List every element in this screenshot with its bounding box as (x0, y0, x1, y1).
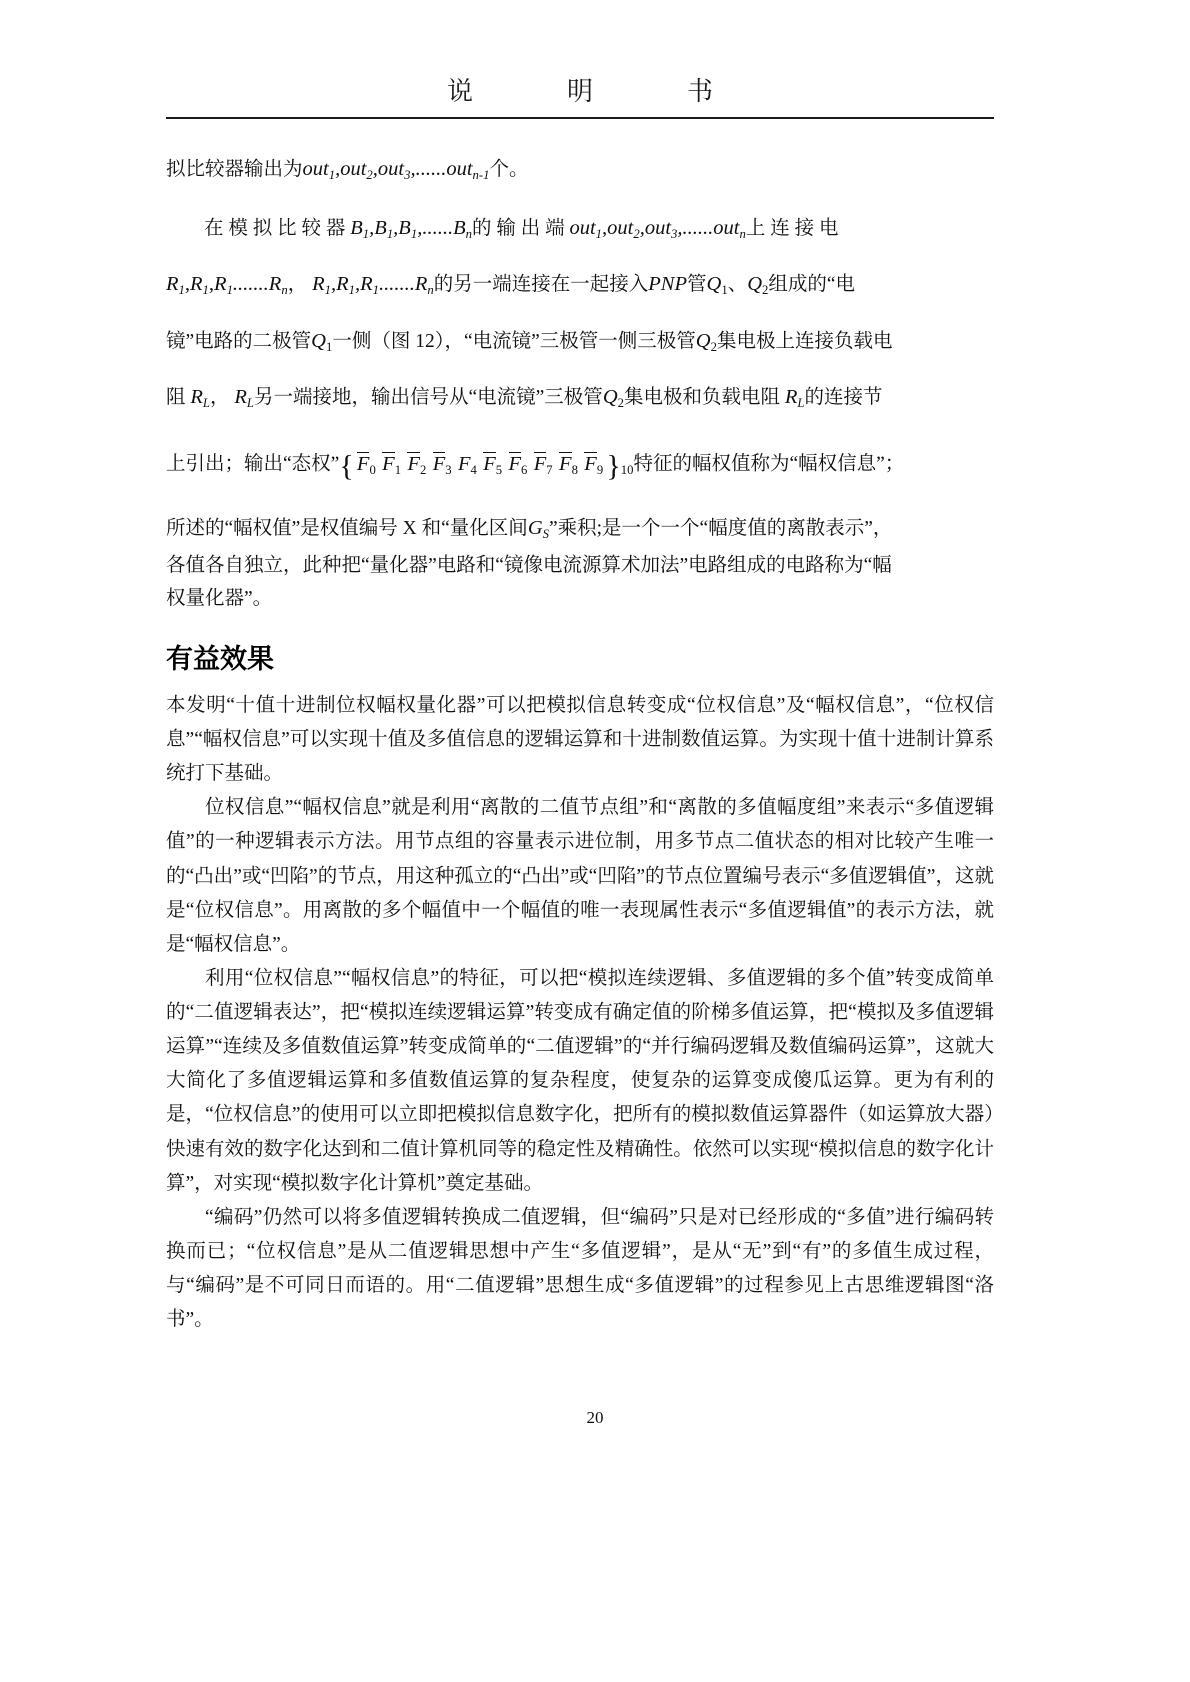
f-item-9 (584, 453, 603, 475)
math-B-sequence: $B_1,B_1,B_1,......B_n$ (350, 216, 472, 241)
math-RL-3: $R_L$ (784, 385, 805, 410)
math-Q1: $Q_1$ (706, 273, 728, 298)
f-subscript: 7 (546, 462, 553, 477)
f-item-1 (382, 453, 401, 475)
mp-text-4d: 集电极和负载电阻 (623, 386, 780, 408)
f-symbol-overlined: F (407, 452, 420, 475)
math-PNP: PNP (648, 273, 687, 296)
math-Q2: $Q_2$ (747, 273, 769, 298)
f-subscript: 5 (495, 462, 503, 477)
mp-text-6a: 所述的“幅权值”是权值编号 X 和“量化区间 (166, 517, 528, 539)
section-paragraph: “编码”仍然可以将多值逻辑转换成二值逻辑，但“编码”只是对已经形成的“多值”进行编码转换而已；“位权信息”是从二值逻辑思想中产生“多值逻辑”，是从“无”到“有”的多值生成过程，与“编码”是不可同日而语的。用“二值逻辑”思想生成“多值逻辑”的过程参见上古思维逻辑图“洛书”。 (166, 1206, 994, 1331)
f-symbol-overlined: F (382, 452, 395, 475)
math-R-sequence-2: $R_1,R_1,R_1.......R_n$ (312, 273, 434, 298)
math-paragraph-line-2 (166, 256, 994, 312)
section-heading-beneficial-effects: 有益效果 (166, 643, 274, 674)
f-symbol-overlined: F (432, 452, 446, 475)
mp-text-2e: 组成的“电 (768, 274, 856, 296)
brace-close: } (606, 449, 621, 483)
f-subscript: 1 (394, 462, 402, 477)
page-content (166, 0, 994, 1337)
f-subscript: 0 (369, 462, 376, 477)
mp-text-1b: 的 输 出 端 (471, 217, 565, 239)
math-paragraph-line-4 (166, 369, 994, 425)
mp-text-4e: 的连接节 (804, 386, 883, 408)
mp-text-3c: 集电极上连接负载电 (716, 330, 893, 352)
f-symbol: F (457, 452, 471, 475)
f-item-8 (559, 453, 578, 475)
mp-text-7: 各值各自独立，此种把“量化器”电路和“镜像电流源算术加法”电路组成的电路称为“幅 (166, 554, 892, 576)
f-item-2 (407, 453, 426, 475)
running-header (166, 0, 994, 107)
body-block (166, 153, 994, 616)
math-out-sequence: out$_1$,out$_2$,out$_3$,......out$_{n-1}$ (302, 157, 490, 182)
mp-text-8: 权量化器”。 (166, 588, 273, 610)
mp-text-6b: ”乘积;是一个一个“幅度值的离散表示”， (548, 517, 893, 539)
section-paragraph: 位权信息”“幅权信息”就是利用“离散的二值节点组”和“离散的多值幅度组”来表示“多值逻辑值”的一种逻辑表示方法。用节点组的容量表示进位制，用多节点二值状态的相对比较产生唯一的“凸出”或“凹陷”的节点，用这种孤立的“凸出”或“凹陷”的节点位置编号表示“多值逻辑值”，这就是“位权信息”。用离散的多个幅值中一个幅值的唯一表现属性表示“多值逻辑值”的表示方法，就是“幅权信息”。 (166, 797, 994, 955)
f-subscript: 9 (596, 462, 604, 477)
math-paragraph-line-3 (166, 313, 994, 369)
f-item-5 (483, 453, 502, 475)
section-paragraph: 利用“位权信息”“幅权信息”的特征，可以把“模拟连续逻辑、多值逻辑的多个值”转变成简单的“二值逻辑表达”，把“模拟连续逻辑运算”转变成有确定值的阶梯多值运算，把“模拟及多值逻辑运算”“连续及多值数值运算”转变成简单的“二值逻辑”的“并行编码逻辑及数值编码运算”，这就大大简化了多值逻辑运算和多值数值运算的复杂程度，使复杂的运算变成傻瓜运算。更为有利的是，“位权信息”的使用可以立即把模拟信息数字化，把所有的模拟数值运算器件（如运算放大器）快速有效的数字化达到和二值计算机同等的稳定性及精确性。依然可以实现“模拟信息的数字化计算”，对实现“模拟数字化计算机”奠定基础。 (166, 967, 994, 1194)
math-GS: $G_S$ (527, 516, 549, 541)
mp-text-3b: 一侧（图 12），“电流镜”三极管一侧三极管 (332, 330, 696, 352)
math-RL-1: $R_L$ (190, 385, 210, 410)
f-symbol-overlined: F (508, 452, 522, 475)
mp-text-2d: 、 (727, 274, 748, 296)
mp-text-5b: 特征的幅权值称为“幅权信息”； (633, 453, 905, 475)
page-number: 20 (586, 1408, 604, 1427)
f-subscript: 8 (571, 462, 578, 477)
text-suffix: 个。 (489, 158, 529, 180)
math-R-sequence-1: $R_1,R_1,R_1.......R_n$ (166, 273, 288, 298)
math-paragraph-line-7 (166, 549, 994, 583)
f-symbol-overlined: F (559, 452, 572, 475)
math-paragraph-line-6 (166, 508, 994, 549)
math-RL-2: $R_L$ (234, 385, 254, 410)
f-symbol-overlined: F (356, 452, 370, 475)
math-paragraph-line-5 (166, 425, 994, 508)
paragraph-continuation (166, 153, 994, 186)
f-symbol-overlined: F (533, 452, 547, 475)
mp-text-4b: ， (210, 386, 230, 408)
math-paragraph-line-8 (166, 582, 994, 616)
mp-text-4a: 阻 (166, 386, 186, 408)
header-divider (166, 117, 994, 119)
math-Q2-c: $Q_2$ (602, 385, 624, 410)
f-item-3 (433, 453, 452, 475)
f-item-list (354, 453, 607, 475)
math-paragraph-line-1 (166, 200, 994, 256)
set-subscript: 10 (620, 462, 634, 477)
brace-open: { (339, 449, 354, 483)
f-subscript: 2 (419, 462, 427, 477)
math-out-sequence-2: out$_1$,out$_2$,out$_3$,......out$_n$ (569, 216, 746, 241)
f-item-4 (458, 453, 477, 475)
mp-text-4c: 另一端接地，输出信号从“电流镜”三极管 (254, 386, 603, 408)
f-subscript: 6 (521, 462, 528, 477)
f-subscript: 3 (445, 462, 452, 477)
mp-text-3a: 镜”电路的二极管 (166, 330, 312, 352)
math-Q1-b: $Q_1$ (311, 329, 333, 354)
math-state-weight-set (339, 449, 634, 483)
mp-text-2a: ， (287, 274, 308, 296)
mp-text-5a: 上引出；输出“态权” (166, 453, 340, 475)
document-title: 说 明 书 (446, 77, 747, 106)
f-subscript: 4 (470, 462, 477, 477)
mp-text-2b: 的另一端连接在一起接入 (433, 274, 649, 296)
mp-text-2c: 管 (687, 274, 707, 296)
f-item-0 (357, 453, 376, 475)
mp-text-1c: 上 连 接 电 (745, 217, 839, 239)
math-Q2-b: $Q_2$ (695, 329, 717, 354)
f-symbol-overlined: F (483, 452, 496, 475)
f-symbol-overlined: F (584, 452, 597, 475)
text-prefix: 拟比较器输出为 (166, 158, 303, 180)
mp-text-1a: 在 模 拟 比 较 器 (204, 217, 346, 239)
section-body (166, 689, 994, 1337)
f-item-6 (509, 453, 528, 475)
section-paragraph: 本发明“十值十进制位权幅权量化器”可以把模拟信息转变成“位权信息”及“幅权信息”，“位权信息”“幅权信息”可以实现十值及多值信息的逻辑运算和十进制数值运算。为实现十值十进制计算系统打下基础。 (166, 694, 994, 785)
f-item-7 (534, 453, 553, 475)
